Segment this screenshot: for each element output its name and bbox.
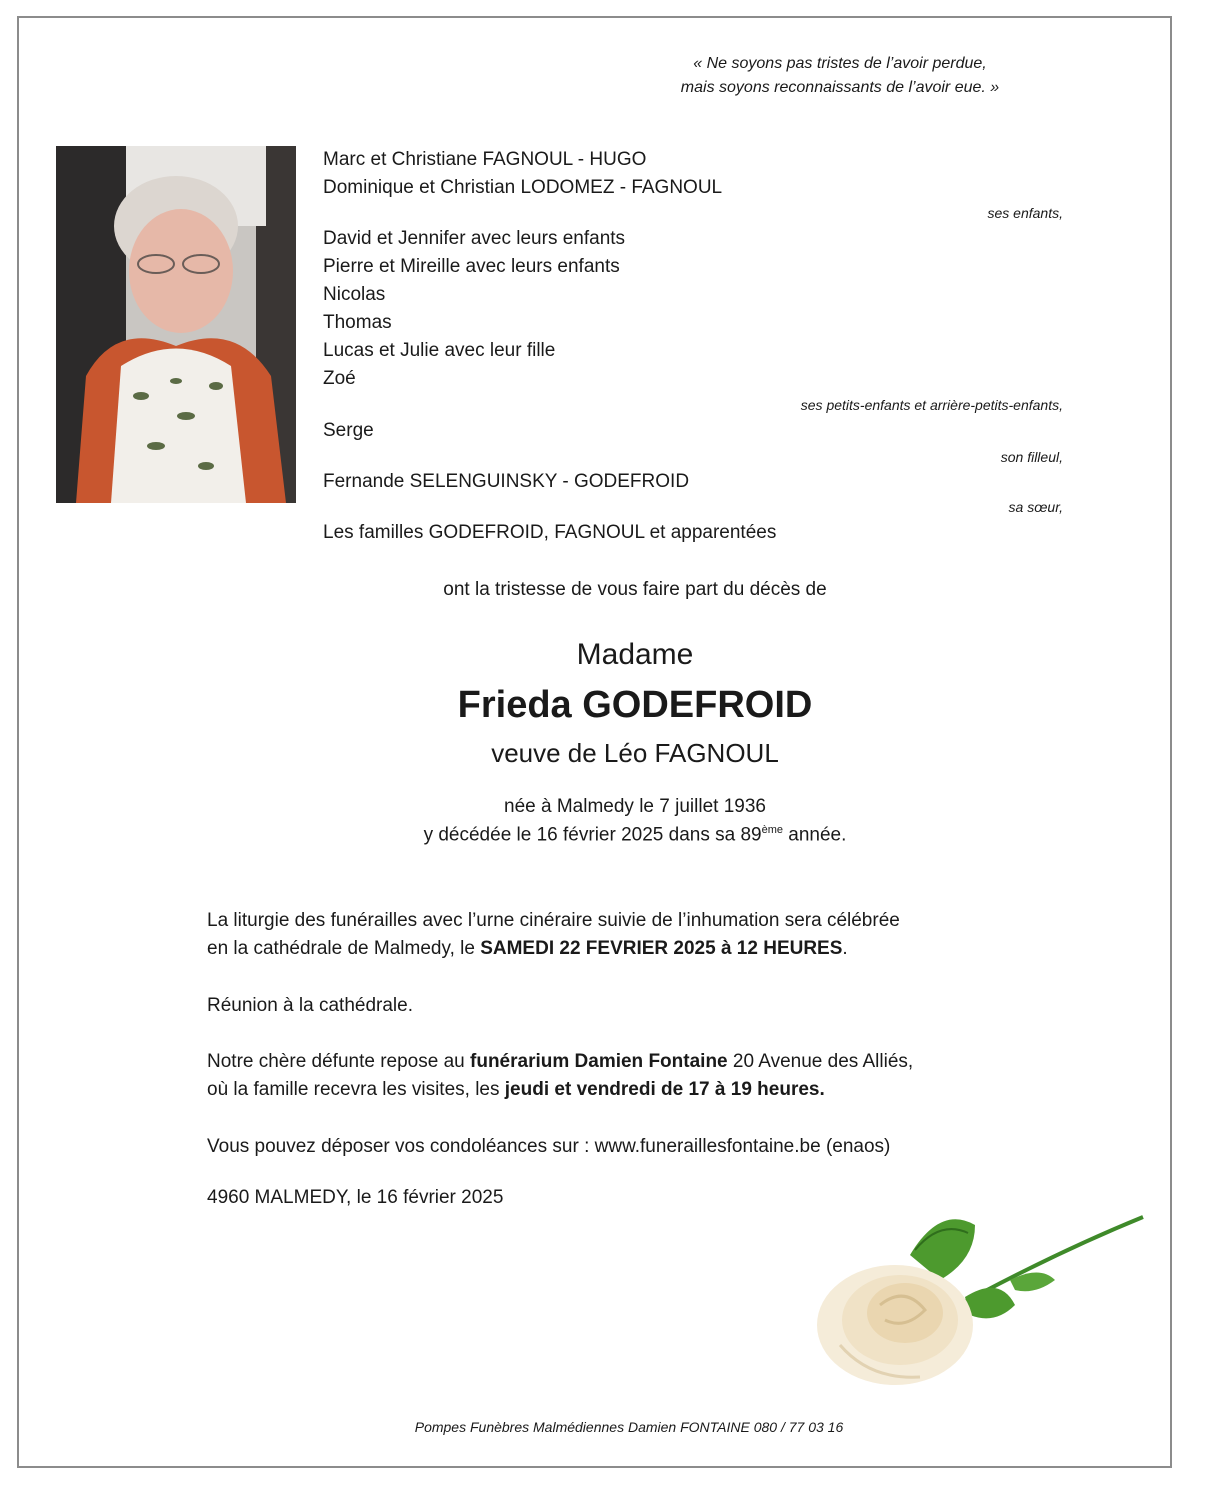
condolences-line: Vous pouvez déposer vos condoléances sur : www.funeraillesfontaine.be (enaos): [207, 1136, 891, 1157]
ceremony-datetime: SAMEDI 22 FEVRIER 2025 à 12 HEURES: [480, 938, 843, 959]
footer-contact: Pompes Funèbres Malmédiennes Damien FONTAINE 080 / 77 03 16: [414, 1419, 844, 1435]
grandchild-3: Nicolas: [323, 284, 386, 305]
deceased-title: Madame: [576, 638, 694, 671]
rose-image: [800, 1205, 1150, 1395]
meeting-line: Réunion à la cathédrale.: [207, 995, 413, 1016]
announcement: ont la tristesse de vous faire part du décès de: [443, 579, 827, 600]
families-line: Les familles GODEFROID, FAGNOUL et apparentées: [323, 522, 777, 543]
visitation-text-1: Notre chère défunte repose au: [207, 1051, 471, 1072]
grandchild-4: Thomas: [323, 312, 392, 333]
death-year-word: année.: [788, 824, 847, 846]
liturgy-line-1: La liturgie des funérailles avec l’urne cinéraire suivie de l’inhumation sera célébrée: [207, 910, 900, 931]
funeral-home-address: 20 Avenue des Alliés,: [727, 1051, 914, 1072]
godson-label: son filleul,: [1000, 449, 1063, 465]
child-1: Marc et Christiane FAGNOUL - HUGO: [323, 149, 647, 170]
grandchild-6: Zoé: [323, 368, 356, 389]
visitation-paragraph: [207, 1048, 913, 1104]
sister-label: sa sœur,: [1008, 499, 1063, 515]
liturgy-line-2: [207, 935, 900, 963]
grandchild-1: David et Jennifer avec leurs enfants: [323, 228, 626, 249]
liturgy-paragraph: [207, 907, 900, 963]
grandchild-5: Lucas et Julie avec leur fille: [323, 340, 556, 361]
child-2: Dominique et Christian LODOMEZ - FAGNOUL: [323, 177, 723, 198]
deceased-name: Frieda GODEFROID: [457, 684, 813, 726]
quote: [640, 52, 1040, 100]
godson: Serge: [323, 420, 374, 441]
visitation-text-2: où la famille recevra les visites, les: [207, 1079, 505, 1100]
portrait-photo: [56, 146, 296, 503]
funeral-home: funérarium Damien Fontaine: [470, 1051, 728, 1072]
visiting-hours: jeudi et vendredi de 17 à 19 heures.: [504, 1079, 825, 1100]
death-line: [0, 824, 1215, 846]
deceased-widow: veuve de Léo FAGNOUL: [491, 738, 779, 768]
liturgy-period: .: [842, 938, 848, 959]
sister: Fernande SELENGUINSKY - GODEFROID: [323, 471, 690, 492]
ordinal-suffix: ème: [761, 824, 783, 836]
quote-line-2: mais soyons reconnaissants de l’avoir eue. »: [680, 79, 1000, 96]
visitation-line-2: [207, 1076, 913, 1104]
grandchild-2: Pierre et Mireille avec leurs enfants: [323, 256, 620, 277]
birth-line: née à Malmedy le 7 juillet 1936: [504, 796, 766, 817]
death-text: y décédée le 16 février 2025 dans sa 89: [423, 824, 762, 846]
grandchildren-label: ses petits-enfants et arrière-petits-enfants,: [800, 397, 1063, 413]
quote-line-1: « Ne soyons pas tristes de l’avoir perdue,: [693, 55, 987, 72]
place-date: 4960 MALMEDY, le 16 février 2025: [207, 1187, 504, 1208]
visitation-line-1: [207, 1048, 913, 1076]
children-label: ses enfants,: [987, 205, 1063, 221]
liturgy-text: en la cathédrale de Malmedy, le: [207, 938, 481, 959]
